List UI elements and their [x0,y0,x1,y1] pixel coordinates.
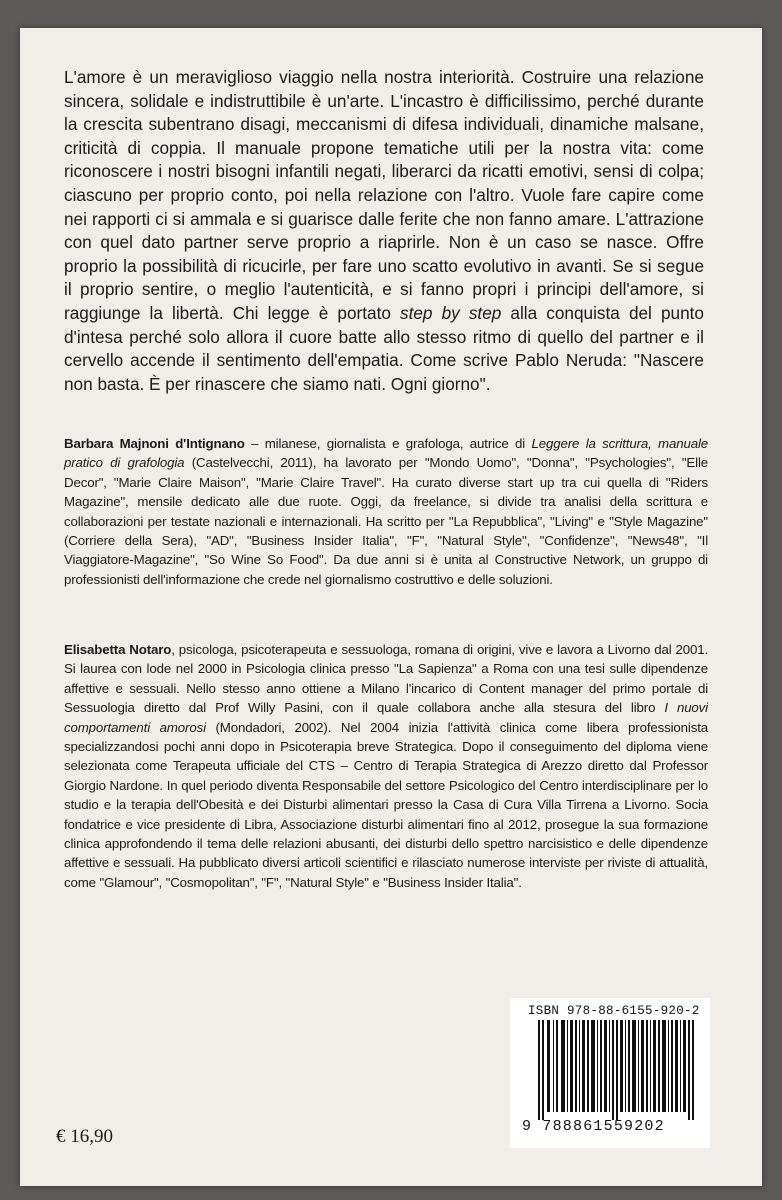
barcode-digits-group1: 788861 [542,1118,604,1135]
author-bio-majnoni [64,434,708,589]
barcode-digits-group2: 559202 [603,1118,665,1135]
bio-notaro-text-1: , psicologa, psicoterapeuta e sessuologa, romana di origini, vive e lavora a Livorno dal 2001. Si laurea con lode nel 2000 in Psicologia clinica presso "La Sapienza" a Roma con una tesi sulle dipendenze affettive e sessuali. Nello stesso anno ottiene a Milano l'incarico di Content manager del primo portale di Sessuologia diretto dal Prof Willy Pasini, con il quale collabora anche alla stesura del libro [64,642,708,716]
bio-notaro-book-title: I nuovi comportamenti amorosi [64,700,708,735]
bio-majnoni-text-2: (Castelvecchi, 2011), ha lavorato per "Mondo Uomo", "Donna", "Psychologies", "Elle Decor", "Marie Claire Maison", "Marie Claire Travel". Ha curato diverse start up tra cui quella di "Riders Magazine", mensile dedicato alle due ruote. Oggi, da freelance, si divide tra analisi della scrittura e collaborazioni per testate nazionali e internazionali. Ha scritto per "La Repubblica", "Living" e "Style Magazine" (Corriere della Sera), "AD", "Business Insider Italia", "F", "Natural Style", "Confidenze", "News48", "Il Viaggiatore-Magazine", "So Wine So Food". Da due anni si è unita al Constructive Network, un gruppo di professionisti dell'informazione che crede nel giornalismo costruttivo e delle soluzioni. [64,455,708,587]
bio-majnoni-text-1: – milanese, giornalista e grafologa, autrice di [244,436,532,451]
isbn-label: ISBN 978-88-6155-920-2 [528,1004,700,1018]
barcode-digit-first: 9 [522,1118,533,1135]
author-name-majnoni: Barbara Majnoni d'Intignano [64,436,245,451]
blurb-italic-phrase: step by step [400,302,502,323]
barcode-digits [522,1118,665,1135]
book-blurb [64,66,704,396]
barcode-icon [530,1020,702,1120]
author-name-notaro: Elisabetta Notaro [64,642,172,657]
bio-majnoni-book-title: Leggere la scrittura, manuale pratico di grafologia [64,436,708,471]
blurb-text-1: L'amore è un meraviglioso viaggio nella nostra interiorità. Costruire una relazione sincera, solidale e indistruttibile è un'arte. L'incastro è difficilissimo, perché durante la crescita subentrano disagi, meccanismi di difesa individuali, dinamiche malsane, criticità di coppia. Il manuale propone tematiche utili per la nostra vita: come riconoscere i nostri bisogni infantili negati, liberarci da ricatti emotivi, sensi di colpa; ciascuno per proprio conto, poi nella relazione con l'altro. Vuole fare capire come nei rapporti ci si ammala e si guarisce dalle ferite che non fanno amare. L'attrazione con quel dato partner serve proprio a riaprirle. Non è un caso se nasce. Offre proprio la possibilità di ricucirle, per fare uno scatto evolutivo in avanti. Se si segue il proprio sentire, o meglio l'autenticità, e si fanno propri i principi dell'amore, si raggiunge la libertà. Chi legge è portato [64,67,704,323]
bio-notaro-text-2: (Mondadori, 2002). Nel 2004 inizia l'attività clinica come libera professionista specializzandosi pochi anni dopo in Psicoterapia breve Strategica. Dopo il conseguimento del diploma viene selezionata come Terapeuta ufficiale del CTS – Centro di Terapia Strategica di Arezzo diretto dal Professor Giorgio Nardone. In quel periodo diventa Responsabile del settore Psicologico del Centro interdisciplinare per lo studio e la terapia dell'Obesità e dei Disturbi alimentari presso la Casa di Cura Villa Tirrena a Livorno. Socia fondatrice e vice presidente di Libra, Associazione disturbi alimentari fino al 2012, prosegue la sua formazione clinica approfondendo il tema delle relazioni abusanti, dei disturbi dello spettro narcisistico e delle dipendenze affettive e sessuali. Ha pubblicato diversi articoli scientifici e rilasciato numerose interviste per riviste di attualità, come "Glamour", "Cosmopolitan", "F", "Natural Style" e "Business Insider Italia". [64,719,709,890]
blurb-text-2: alla conquista del punto d'intesa perché solo allora il cuore batte allo stesso ritmo di quello del partner e il cervello accende il sentimento dell'empatia. Come scrive Pablo Neruda: "Nascere non basta. È per rinascere che siamo nati. Ogni giorno". [64,302,704,394]
author-bio-notaro [64,640,708,892]
book-price: € 16,90 [56,1126,113,1147]
